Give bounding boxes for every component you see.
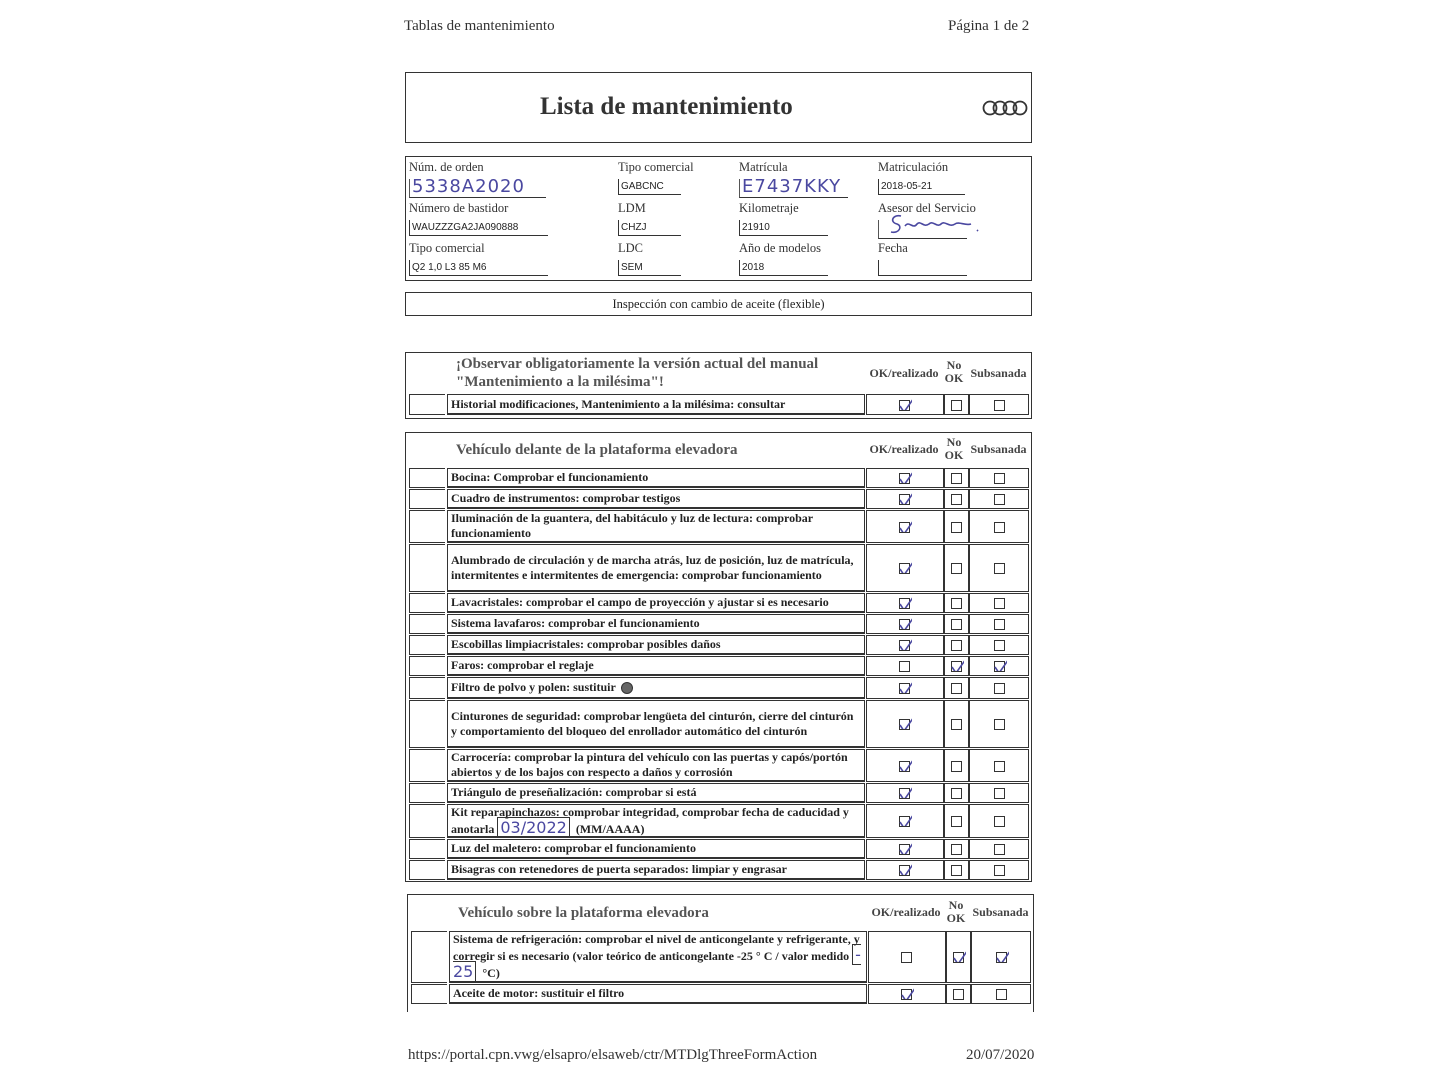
col-no-ok-header-1: No OK — [944, 358, 964, 385]
checklist-row — [409, 783, 1029, 803]
checkbox-sub[interactable] — [994, 598, 1005, 609]
check-mark-icon — [898, 396, 912, 410]
col-ok-cell — [866, 510, 944, 543]
vehicle-info-box — [405, 156, 1032, 281]
checkbox-no[interactable] — [951, 563, 962, 574]
col-ok-cell — [866, 839, 944, 859]
page-number: Página 1 de 2 — [948, 18, 1030, 34]
row-text — [447, 804, 865, 838]
col-ok-cell — [866, 468, 944, 488]
handwritten-value: 03/2022 — [497, 817, 569, 838]
checkbox-no[interactable] — [951, 400, 962, 411]
row-label: Luz del maletero: comprobar el funcionamiento — [451, 841, 696, 855]
checklist-row — [409, 804, 1029, 838]
checklist-row — [409, 468, 1029, 488]
checkbox-sub[interactable] — [996, 989, 1007, 1000]
col-sub-cell — [969, 783, 1029, 803]
col-sub-cell — [971, 984, 1031, 1004]
col-no-cell — [944, 489, 969, 509]
row-label: Cinturones de seguridad: comprobar lengüeta del cinturón, cierre del cinturón y comportamiento del bloqueo del enrollador automático del cinturón — [451, 708, 854, 738]
inspection-type: Inspección con cambio de aceite (flexible) — [405, 292, 1032, 316]
col-no-cell — [944, 783, 969, 803]
checkbox-no[interactable] — [951, 598, 962, 609]
row-margin-cell — [409, 804, 445, 838]
row-text — [447, 860, 865, 880]
check-mark-icon — [950, 657, 964, 671]
checklist-row — [409, 394, 1029, 415]
col-sub-cell — [969, 839, 1029, 859]
row-margin-cell — [409, 468, 445, 488]
col-no-cell — [944, 468, 969, 488]
date-field — [878, 260, 967, 276]
checkbox-sub[interactable] — [994, 816, 1005, 827]
check-mark-icon — [898, 715, 912, 729]
row-margin-cell — [409, 783, 445, 803]
checkbox-sub[interactable] — [994, 844, 1005, 855]
date-label: Fecha — [878, 241, 908, 255]
row-label: Iluminación de la guantera, del habitáculo y luz de lectura: comprobar funcionamiento — [451, 511, 813, 540]
check-mark-icon — [898, 469, 912, 483]
check-mark-icon — [898, 559, 912, 573]
row-label: Carrocería: comprobar la pintura del vehículo con las puertas y capós/portón abiertos y de los bajos con respecto a daños y corrosión — [451, 750, 848, 779]
col-no-cell — [946, 931, 971, 983]
row-label: Sistema de refrigeración: comprobar el nivel de anticongelante y refrigerante, y corregir si es necesario (valor teórico de anticongelante -25 ° C / valor medido — [453, 932, 860, 963]
col-sub-header-1: Subsanada — [970, 366, 1027, 380]
checkbox-sub[interactable] — [994, 400, 1005, 411]
row-margin-cell — [409, 593, 445, 613]
model-year-label: Año de modelos — [739, 241, 821, 255]
checkbox-sub[interactable] — [994, 640, 1005, 651]
model-year-field: 2018 — [739, 260, 828, 276]
col-sub-cell — [969, 614, 1029, 634]
check-mark-icon — [993, 657, 1007, 671]
col-ok-cell — [868, 931, 946, 983]
check-mark-icon — [898, 615, 912, 629]
col-no-cell — [944, 656, 969, 676]
checkbox-ok[interactable] — [901, 952, 912, 963]
col-sub-cell — [969, 700, 1029, 748]
col-sub-cell — [971, 931, 1031, 983]
check-mark-icon — [898, 490, 912, 504]
checkbox-no[interactable] — [951, 865, 962, 876]
checkbox-no[interactable] — [951, 619, 962, 630]
row-label: Historial modificaciones, Mantenimiento a la milésima: consultar — [451, 396, 786, 411]
row-margin-cell — [409, 656, 445, 676]
checklist-row — [409, 839, 1029, 859]
col-no-cell — [944, 839, 969, 859]
row-label: Lavacristales: comprobar el campo de proyección y ajustar si es necesario — [451, 595, 829, 609]
footer-url: https://portal.cpn.vwg/elsapro/elsaweb/ctr/MTDlgThreeFormAction — [408, 1047, 818, 1063]
check-mark-icon — [898, 636, 912, 650]
section3-title: Vehículo sobre la plataforma elevadora — [458, 905, 709, 921]
col-sub-cell — [969, 593, 1029, 613]
check-mark-icon — [900, 985, 914, 999]
row-margin-cell — [409, 860, 445, 880]
commercial-type-2-label: Tipo comercial — [409, 241, 485, 255]
section-manual-notice — [405, 352, 1032, 419]
checkbox-no[interactable] — [951, 761, 962, 772]
checklist-row — [409, 489, 1029, 509]
page-header-title: Tablas de mantenimiento — [404, 18, 555, 34]
check-mark-icon — [898, 757, 912, 771]
checkbox-sub[interactable] — [994, 563, 1005, 574]
advisor-signature-field — [878, 220, 967, 239]
col-ok-cell — [866, 593, 944, 613]
col-no-cell — [944, 635, 969, 655]
checkbox-sub[interactable] — [994, 719, 1005, 730]
ldm-field: CHZJ — [618, 220, 681, 236]
col-no-cell — [944, 700, 969, 748]
checklist-row — [409, 614, 1029, 634]
row-text — [447, 839, 865, 859]
row-label: Bisagras con retenedores de puerta separados: limpiar y engrasar — [451, 862, 787, 876]
row-text — [447, 510, 865, 543]
checkbox-sub[interactable] — [994, 683, 1005, 694]
ldm-label: LDM — [618, 201, 646, 215]
row-margin-cell — [409, 544, 445, 592]
row-text — [449, 984, 867, 1004]
order-number-value: 5338A2020 — [412, 176, 525, 197]
row-margin-cell — [409, 489, 445, 509]
checkbox-sub[interactable] — [994, 522, 1005, 533]
row-extra: °C) — [482, 966, 500, 980]
check-mark-icon — [898, 812, 912, 826]
row-text — [447, 394, 865, 415]
col-no-cell — [944, 749, 969, 782]
col-ok-header-1: OK/realizado — [869, 366, 939, 380]
col-ok-cell — [866, 700, 944, 748]
check-mark-icon — [898, 840, 912, 854]
col-sub-cell — [969, 804, 1029, 838]
order-number-field — [409, 176, 546, 198]
mileage-field: 21910 — [739, 220, 828, 236]
row-text — [447, 677, 865, 699]
col-sub-header-2: Subsanada — [970, 442, 1027, 456]
row-margin-cell — [409, 614, 445, 634]
checklist-row — [411, 984, 1031, 1004]
row-margin-cell — [409, 510, 445, 543]
row-margin-cell — [409, 700, 445, 748]
footer-date: 20/07/2020 — [966, 1047, 1035, 1063]
checklist-row — [409, 635, 1029, 655]
check-mark-icon — [898, 594, 912, 608]
col-ok-header-3: OK/realizado — [871, 905, 941, 919]
row-text — [447, 614, 865, 634]
check-mark-icon — [995, 948, 1009, 962]
col-sub-cell — [969, 677, 1029, 699]
checkbox-sub[interactable] — [994, 619, 1005, 630]
col-ok-cell — [866, 860, 944, 880]
commercial-type-field: GABCNC — [618, 179, 681, 195]
checkbox-no[interactable] — [951, 522, 962, 533]
section1-title-line1: ¡Observar obligatoriamente la versión actual del manual — [456, 356, 819, 372]
col-ok-cell — [868, 984, 946, 1004]
row-text — [447, 468, 865, 488]
check-mark-icon — [952, 948, 966, 962]
col-no-ok-header-3: No OK — [946, 898, 966, 925]
checkbox-no[interactable] — [953, 989, 964, 1000]
row-label: Aceite de motor: sustituir el filtro — [453, 986, 625, 1000]
order-number-label: Núm. de orden — [409, 160, 484, 174]
row-text — [447, 544, 865, 592]
row-text — [447, 749, 865, 782]
section2-title: Vehículo delante de la plataforma elevadora — [456, 442, 738, 458]
col-ok-cell — [866, 614, 944, 634]
page-title: Lista de mantenimiento — [540, 93, 793, 120]
plate-field — [739, 176, 848, 198]
commercial-type-2-field: Q2 1,0 L3 85 M6 — [409, 260, 548, 276]
commercial-type-label: Tipo comercial — [618, 160, 694, 174]
checkbox-sub[interactable] — [994, 494, 1005, 505]
col-no-cell — [944, 614, 969, 634]
checkbox-no[interactable] — [951, 683, 962, 694]
checkbox-no[interactable] — [951, 816, 962, 827]
row-label: Triángulo de preseñalización: comprobar si está — [451, 785, 697, 799]
audi-logo — [982, 99, 1028, 117]
row-text — [447, 489, 865, 509]
row-margin-cell — [409, 749, 445, 782]
row-text — [449, 931, 867, 983]
col-ok-cell — [866, 656, 944, 676]
col-no-cell — [944, 510, 969, 543]
col-ok-cell — [866, 394, 944, 415]
row-text — [447, 593, 865, 613]
col-no-cell — [944, 677, 969, 699]
row-label: Bocina: Comprobar el funcionamiento — [451, 470, 649, 484]
col-sub-cell — [969, 656, 1029, 676]
registration-label: Matriculación — [878, 160, 949, 174]
checkbox-no[interactable] — [951, 788, 962, 799]
row-extra: (MM/AAAA) — [575, 821, 645, 836]
row-text — [447, 700, 865, 748]
checkbox-no[interactable] — [951, 473, 962, 484]
info-dot-icon — [621, 682, 633, 694]
handwritten-value: -25 — [453, 945, 861, 981]
checklist-row — [409, 544, 1029, 592]
title-box — [405, 72, 1032, 143]
checklist-row — [409, 656, 1029, 676]
plate-label: Matrícula — [739, 160, 788, 174]
col-sub-header-3: Subsanada — [972, 905, 1029, 919]
col-sub-cell — [969, 749, 1029, 782]
checklist-row — [409, 510, 1029, 543]
checklist-row — [409, 749, 1029, 782]
vin-label: Número de bastidor — [409, 201, 509, 215]
checkbox-no[interactable] — [951, 494, 962, 505]
row-text — [447, 656, 865, 676]
col-no-cell — [944, 860, 969, 880]
row-margin-cell — [409, 394, 445, 415]
col-sub-cell — [969, 489, 1029, 509]
col-ok-cell — [866, 749, 944, 782]
checkbox-no[interactable] — [951, 844, 962, 855]
col-no-ok-header-2: No OK — [944, 435, 964, 462]
check-mark-icon — [898, 518, 912, 532]
check-mark-icon — [898, 861, 912, 875]
checkbox-sub[interactable] — [994, 788, 1005, 799]
checklist-row — [409, 677, 1029, 699]
check-mark-icon — [898, 679, 912, 693]
section-vehicle-front — [405, 432, 1032, 882]
col-sub-cell — [969, 544, 1029, 592]
row-margin-cell — [411, 984, 447, 1004]
col-no-cell — [944, 544, 969, 592]
row-text — [447, 635, 865, 655]
plate-value: E7437KKY — [742, 176, 842, 197]
row-label: Faros: comprobar el reglaje — [451, 658, 594, 672]
mileage-label: Kilometraje — [739, 201, 799, 215]
col-no-cell — [944, 394, 969, 415]
checkbox-sub[interactable] — [994, 761, 1005, 772]
checklist-row — [409, 860, 1029, 880]
row-label: Cuadro de instrumentos: comprobar testigos — [451, 491, 681, 505]
col-sub-cell — [969, 510, 1029, 543]
col-sub-cell — [969, 394, 1029, 415]
checklist-row — [409, 700, 1029, 748]
col-sub-cell — [969, 860, 1029, 880]
row-margin-cell — [409, 635, 445, 655]
ldc-label: LDC — [618, 241, 643, 255]
row-label: Escobillas limpiacristales: comprobar posibles daños — [451, 637, 721, 651]
col-ok-cell — [866, 544, 944, 592]
section-vehicle-lift — [407, 894, 1034, 1012]
advisor-signature — [883, 212, 983, 238]
advisor-label: Asesor del Servicio — [878, 201, 976, 215]
check-mark-icon — [898, 784, 912, 798]
col-sub-cell — [969, 468, 1029, 488]
section1-title-line2: "Mantenimiento a la milésima"! — [456, 374, 664, 390]
checklist-row — [411, 931, 1031, 983]
col-ok-cell — [866, 489, 944, 509]
col-no-cell — [944, 804, 969, 838]
row-margin-cell — [409, 839, 445, 859]
checkbox-ok[interactable] — [899, 661, 910, 672]
col-ok-cell — [866, 783, 944, 803]
row-label: Kit reparapinchazos: comprobar integridad, comprobar fecha de caducidad y anotarla — [451, 804, 849, 836]
col-ok-cell — [866, 804, 944, 838]
ldc-field: SEM — [618, 260, 681, 276]
checkbox-sub[interactable] — [994, 473, 1005, 484]
row-label: Filtro de polvo y polen: sustituir — [451, 680, 616, 694]
col-ok-header-2: OK/realizado — [869, 442, 939, 456]
row-text — [447, 783, 865, 803]
col-no-cell — [946, 984, 971, 1004]
checkbox-no[interactable] — [951, 719, 962, 730]
row-margin-cell — [409, 677, 445, 699]
registration-field: 2018-05-21 — [878, 179, 965, 195]
checkbox-no[interactable] — [951, 640, 962, 651]
col-sub-cell — [969, 635, 1029, 655]
row-margin-cell — [411, 931, 447, 983]
col-no-cell — [944, 593, 969, 613]
checklist-row — [409, 593, 1029, 613]
vin-field: WAUZZZGA2JA090888 — [409, 220, 548, 236]
row-label: Sistema lavafaros: comprobar el funcionamiento — [451, 616, 700, 630]
col-ok-cell — [866, 677, 944, 699]
col-ok-cell — [866, 635, 944, 655]
row-label: Alumbrado de circulación y de marcha atrás, luz de posición, luz de matrícula, intermitentes e intermitentes de emergencia: comprobar funcionamiento — [451, 552, 854, 582]
checkbox-sub[interactable] — [994, 865, 1005, 876]
